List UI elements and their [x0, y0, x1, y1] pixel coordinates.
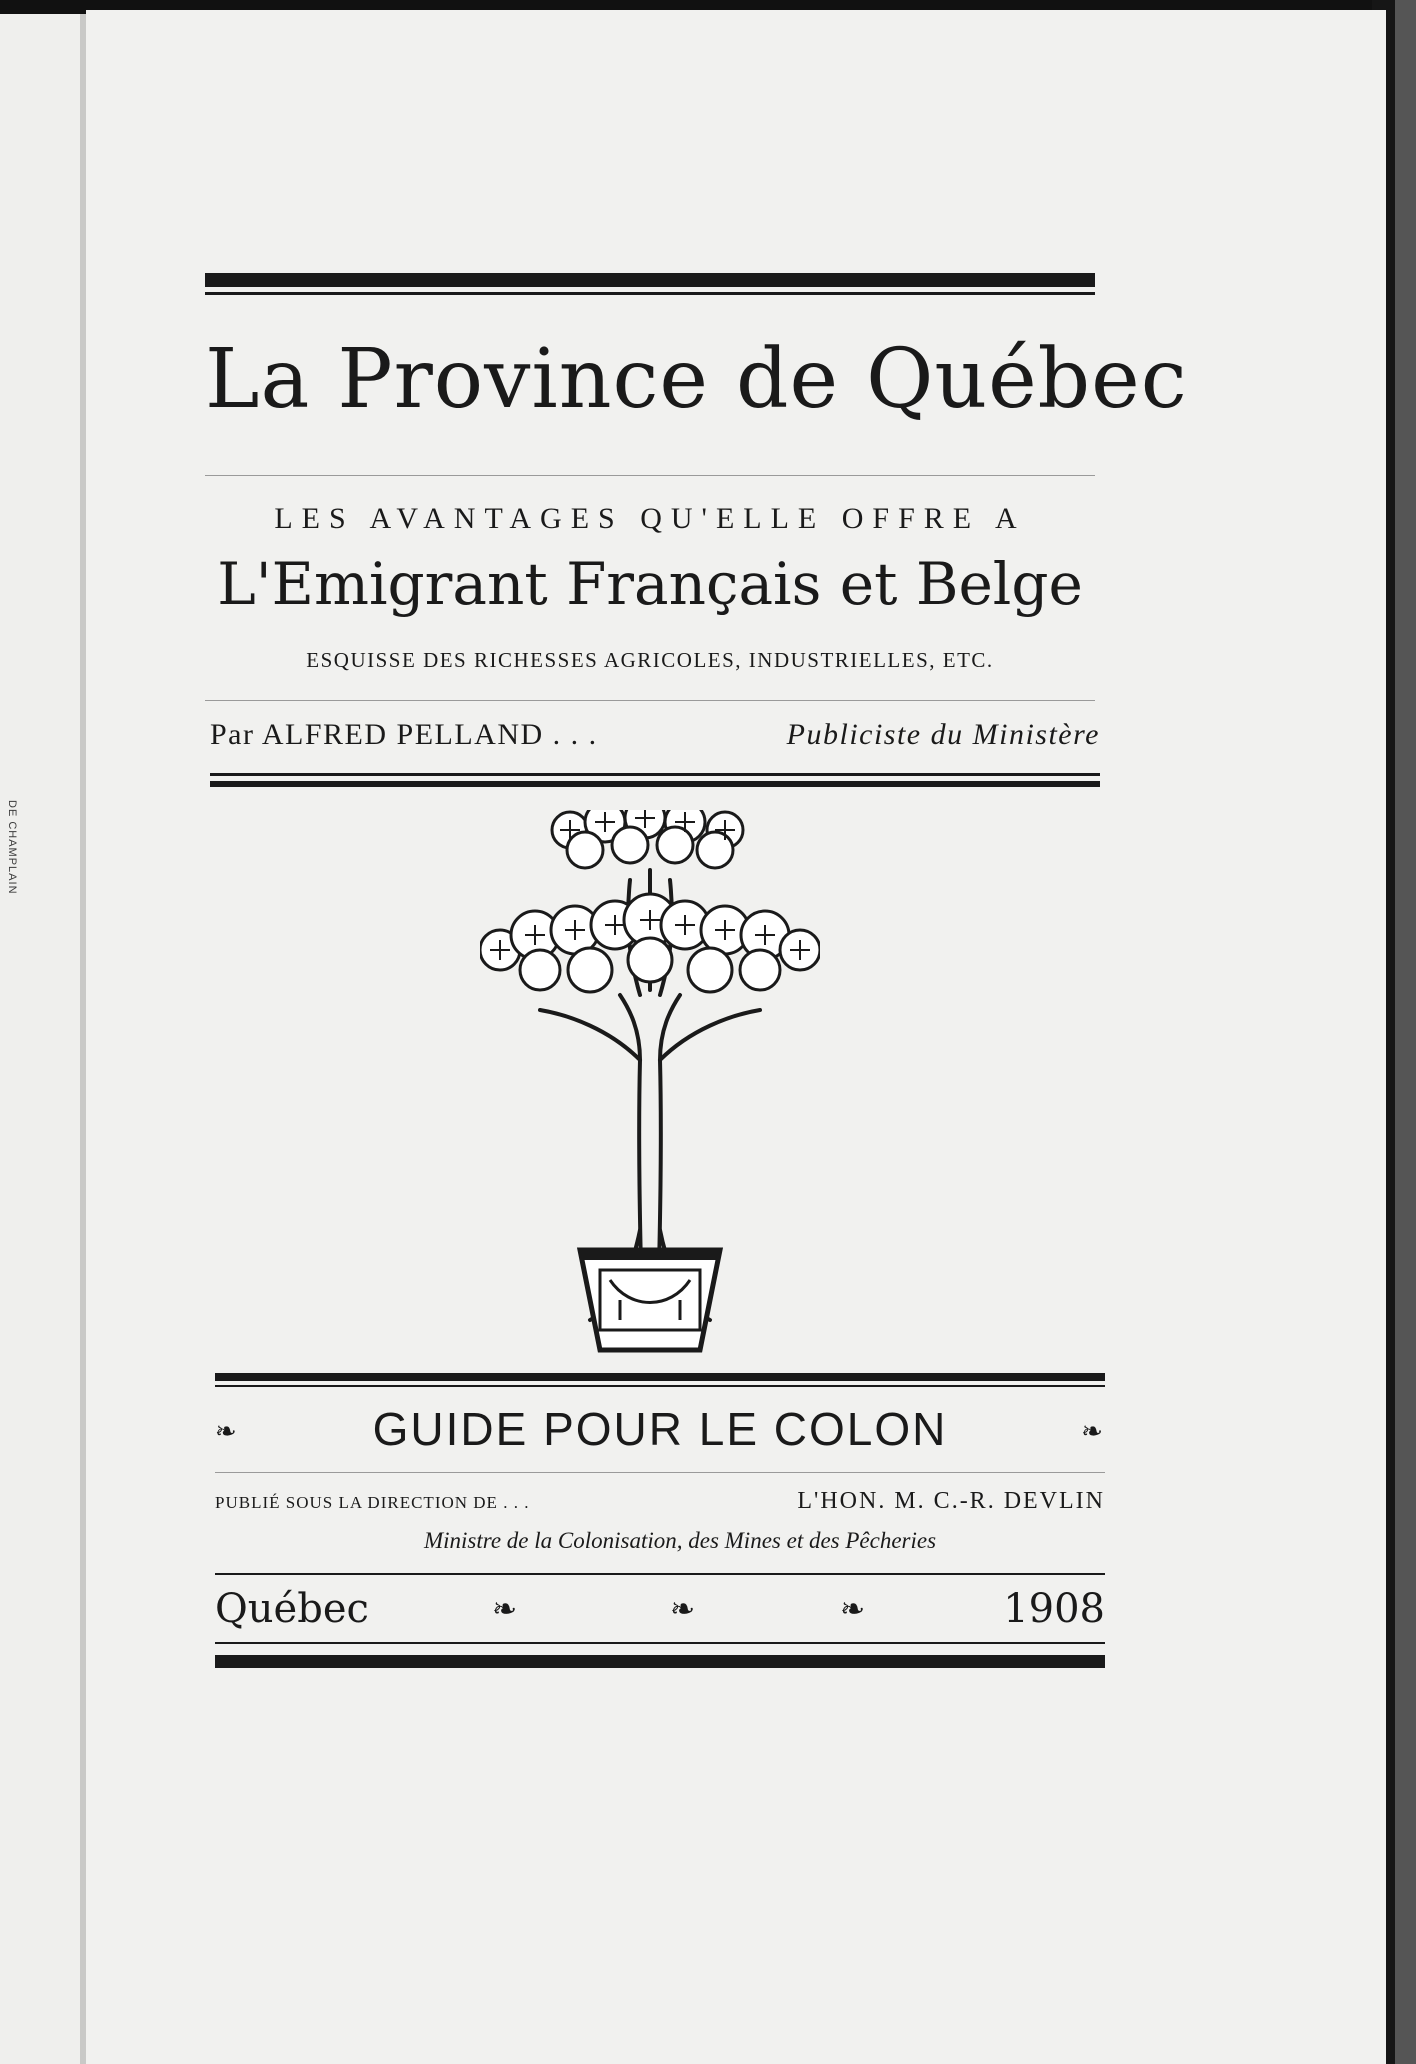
author-role: Publiciste du Ministère [786, 718, 1100, 751]
guide-title-line [215, 1402, 1105, 1456]
subtitle-line-1: LES AVANTAGES QU'ELLE OFFRE A [274, 502, 1026, 535]
pot-rim [580, 1250, 720, 1260]
place-rule-top [215, 1573, 1105, 1575]
lower-thin-rule [215, 1385, 1105, 1387]
book-title: La Province de Québec [205, 332, 1188, 427]
bottom-thin-rule [215, 1642, 1105, 1644]
ornament-2: ❧ [670, 1592, 696, 1627]
bottom-thick-rule [215, 1655, 1105, 1668]
place-year-line [215, 1586, 1105, 1632]
tree-in-pot-illustration [480, 810, 820, 1360]
ornament-1: ❧ [492, 1592, 518, 1627]
subtitle-divider [205, 700, 1095, 701]
author-name: Par ALFRED PELLAND . . . [210, 718, 598, 751]
subtitle-line-3: ESQUISSE DES RICHESSES AGRICOLES, INDUSTRIELLES, ETC. [306, 648, 994, 672]
published-name: L'HON. M. C.-R. DEVLIN [797, 1488, 1105, 1514]
mid-thin-rule [210, 773, 1100, 776]
lower-thick-rule [215, 1373, 1105, 1381]
published-label: PUBLIÉ SOUS LA DIRECTION DE . . . [215, 1493, 530, 1512]
ornament-left: ❧ [215, 1416, 239, 1446]
place-name: Québec [215, 1586, 369, 1632]
mid-thick-rule [210, 781, 1100, 787]
published-line [215, 1488, 1105, 1515]
top-thin-rule [205, 292, 1095, 295]
publication-year: 1908 [1003, 1586, 1105, 1632]
guide-divider [215, 1472, 1105, 1473]
ornament-right: ❧ [1081, 1416, 1105, 1446]
author-line [210, 718, 1100, 752]
spine-text: DE CHAMPLAIN [6, 800, 18, 895]
subtitle-line-2: L'Emigrant Français et Belge [217, 550, 1083, 618]
top-thick-rule [205, 273, 1095, 287]
guide-title: GUIDE POUR LE COLON [372, 1403, 948, 1455]
minister-line: Ministre de la Colonisation, des Mines et des Pêcheries [423, 1528, 937, 1553]
title-divider [205, 475, 1095, 476]
ornament-3: ❧ [840, 1592, 866, 1627]
